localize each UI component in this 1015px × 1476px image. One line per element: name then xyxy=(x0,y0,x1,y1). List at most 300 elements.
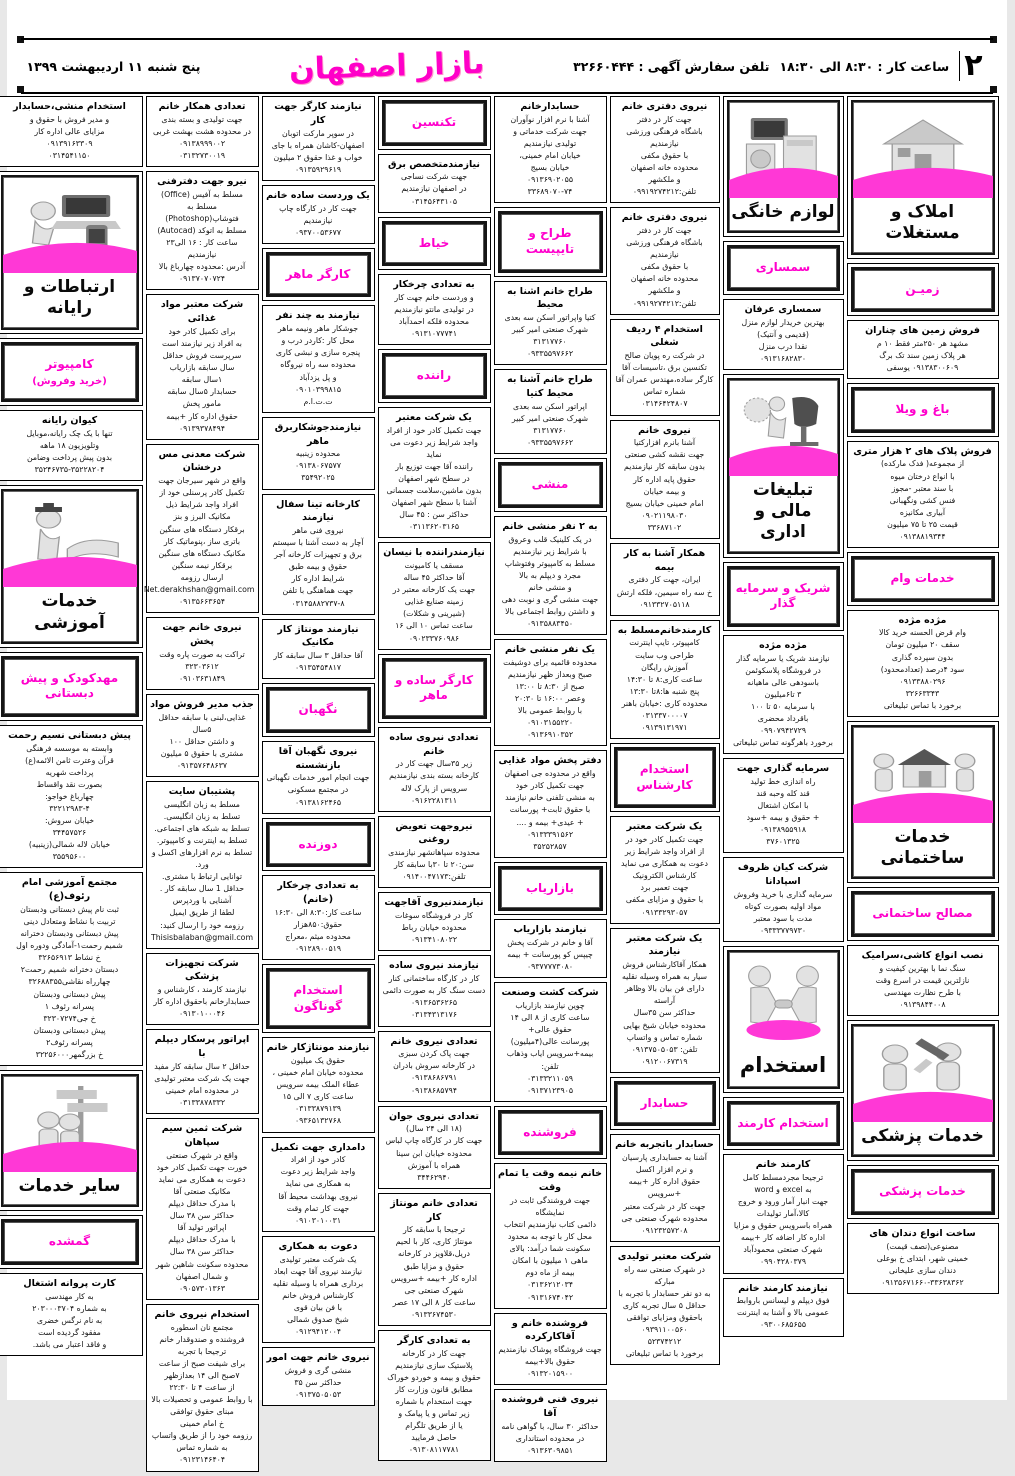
newspaper-logo: بازار اصفهان xyxy=(289,45,487,87)
ad-title: سمساری عرفان xyxy=(745,303,823,315)
ad-line: ترجیحا مجردمسلط کامل xyxy=(743,1172,825,1182)
ad-line: و داشتن حداقل ۱۰۰ xyxy=(170,736,236,746)
classified-ad xyxy=(0,1273,144,1356)
ad-line: جهت انبار آمار ورود و خروج xyxy=(738,1197,830,1207)
ad-line: آشنا بانرم افزارکتیا xyxy=(634,438,697,448)
ad-line: لطفا از طریق ایمیل xyxy=(170,908,236,918)
ad-line: ۰۹۱۳۸۸۱۹۳۴۴ xyxy=(900,531,947,541)
ad-line: تربیت با نشاط ومتعادل دینی xyxy=(24,917,117,927)
ad-line: تسلط به نرم افزارهای اکسل و ورد. xyxy=(152,848,254,870)
ad-line: مسلط به زبان انگلیسی xyxy=(165,799,241,809)
category-banner xyxy=(0,171,144,334)
classified-ad xyxy=(611,1246,721,1365)
ad-line: حداکثر سن ۳۸ سال xyxy=(170,1211,236,1221)
ad-title: فروش زمین های چناران xyxy=(866,325,981,337)
newspaper-page xyxy=(8,0,1008,1465)
ad-line: ۰۹۱۳۸۰۶۷۵۷۷ xyxy=(295,461,343,471)
ad-line: ۰۹۱۳۸۱۶۲۴۶۵ xyxy=(295,797,343,807)
ad-title: تعدادی نیروی خانم xyxy=(391,1035,479,1047)
ad-line: ۰۳۱۱۳۶۲۰۳۱۶۵ xyxy=(409,522,461,532)
ad-line: آقا و خانم در شرکت پخش xyxy=(508,938,594,948)
ad-title: نیازمندجوشکاربرق ماهر xyxy=(275,421,363,447)
ad-line: حداقل 1 سال سابقه کار . xyxy=(160,884,246,894)
classified-ad xyxy=(848,1223,1000,1294)
category-banner-title: خدمات پزشکی xyxy=(862,1126,985,1147)
category-header xyxy=(263,964,376,1033)
ad-title: نیازمند کارمند خانم xyxy=(739,1282,829,1294)
category-banner xyxy=(848,721,1000,884)
category-header-title: تکنسین xyxy=(412,115,458,129)
classified-ad xyxy=(263,305,376,412)
ad-line: ۰۹۹۰۷۹۴۲۷۲۹ xyxy=(760,726,808,736)
ad-line: ۰۹۱۳۴۱۰۸۰۲۲ xyxy=(411,935,459,945)
ad-line: ۳۲۶۶۳۳۴۳ xyxy=(906,688,941,698)
category-header-title: استخدام کارمند xyxy=(738,1115,830,1130)
ad-title: یک نفر منشی خانم xyxy=(506,644,596,656)
ad-line: یا از طریق تلگرام xyxy=(406,1421,464,1431)
ad-title: حسابدار باتجربه خانم xyxy=(616,1139,715,1151)
ad-line: ۰۹۱۳۹۱۶۳۳۰۹ xyxy=(47,138,94,148)
ad-line: واجد شرایط زیر دعوت می نماید xyxy=(391,437,479,459)
ad-title: استخدام منشی،حسابدار xyxy=(14,101,127,112)
ad-title: نیازمند کارگر جهت کار xyxy=(275,101,363,126)
ad-line: نیازمند شریک یا سرمایه گذار xyxy=(737,653,831,663)
ad-line: ۰۹۱۳۱۰۷۷۷۴۱ xyxy=(411,329,459,339)
ad-line: محل کار با توجه به محدود xyxy=(509,1232,593,1242)
ad-line: حقوق و بیمه و خوردو خوراک xyxy=(388,1372,482,1382)
ad-line: و ملکشهر xyxy=(649,175,682,185)
ad-line: ۰۳۱۳۶۲۱۲۰۳۴ xyxy=(527,1280,575,1290)
ad-line: با شرایط زیر نیازمندیم xyxy=(514,546,588,556)
ad-title: دامداری جهت تکمیل xyxy=(271,1141,367,1153)
ad-line: جهت تکمیل کادر خود xyxy=(516,781,586,791)
ad-line: و ملکشهر xyxy=(649,286,682,296)
ad-line: حداکثر سن ۳۵ xyxy=(295,1377,343,1387)
ad-line: قیمت ۲۵ تا ۷۵ میلیون xyxy=(888,519,959,529)
ad-line: ۰۹۱۳۶۹۰۲۰۵۵ xyxy=(527,175,575,185)
classified-ad xyxy=(495,919,608,978)
ad-line: سرویس از پارک لاله xyxy=(401,783,469,793)
ad-line: ثبت نام پیش دبستانی ودبستان xyxy=(21,905,120,915)
ad-title: کارخانه تینا سفال نیازمند xyxy=(277,498,361,524)
ad-line: حسابدار ۵سال سابقه xyxy=(168,387,238,397)
ad-line: در کارخانه سروش بادران xyxy=(394,1061,476,1071)
ad-line: ۰۹۱۳۹۸۴۴۰۰۸ xyxy=(900,1000,947,1009)
ad-line: محدوده شهرک صنعتی جی xyxy=(622,1213,709,1223)
ad-title: نیازمند نیروی ساده xyxy=(390,960,480,972)
ad-line: جهت فروشگاه پوشاک نیازمندیم xyxy=(499,1345,603,1355)
classified-ad xyxy=(379,955,492,1026)
ad-line: تلفن: ۰۹۱۳۷۵۰۵۰۵۳ xyxy=(632,1044,699,1054)
ad-line: آبیاری مکانیزه xyxy=(900,507,947,517)
ad-title: تعدادی خانم مونتاژ کار xyxy=(391,1197,479,1223)
ad-line: ۰۹۱۳۹۳۷۸۴۹۴ xyxy=(179,423,227,433)
ad-line: آشنا به حسابداری پارسیان xyxy=(623,1153,708,1163)
ad-line: واجد شرایط زیر دعوت xyxy=(281,1167,357,1177)
ad-line: جهت یک کارخانه معتبر در xyxy=(393,585,477,595)
ad-title: فروشنده خانم و آقاکارکرده xyxy=(512,1317,590,1343)
ad-line: ۰۹۱۳۳۸۸۰۲۹۶ xyxy=(900,676,947,686)
classified-ad xyxy=(0,410,144,481)
category-banner xyxy=(724,96,845,237)
ad-title: نیازمند مونتاژکار خانم xyxy=(267,1042,371,1054)
ad-line: کادر خود از افراد xyxy=(291,1155,347,1165)
ad-title: به تعدادی کارگر xyxy=(398,1334,472,1346)
ad-line: سال سابقه بازاریاب xyxy=(170,363,236,373)
category-header xyxy=(848,552,1000,606)
ad-line: به نام نرگس خضری xyxy=(37,1315,104,1325)
ad-line: در مجتمع مسکونی xyxy=(288,785,350,795)
ad-line: ۰۹۳۷۷۷۷۳۰۸۰ xyxy=(527,962,575,972)
ad-line: ۰۹۱۳۷۱۲۳۹۰۵ xyxy=(527,1085,575,1095)
ad-line: امام خمینی خیابان بسیج xyxy=(626,498,705,508)
ad-line: تلفن: xyxy=(542,1061,560,1071)
classified-ad xyxy=(147,953,260,1026)
ad-title: تعدادی همکار خانم xyxy=(159,101,247,112)
ad-line: صبح از ۸:۳۰ تا ۱۳:۰۰ xyxy=(516,682,586,692)
ad-line: نیروی بهداشت محیط آقا xyxy=(279,1191,359,1201)
classified-ad xyxy=(724,857,845,942)
ad-line: در فروشگاه پلاسکوئمن xyxy=(746,665,822,675)
ad-line: شهرک صنعتی جی xyxy=(405,1285,465,1295)
ad-line: با مدرک حداقل دیپلم xyxy=(169,1235,237,1245)
ad-line: تلفن:۰۹۱۴۰۰۴۷۱۷۳ xyxy=(403,872,467,882)
category-header xyxy=(848,263,1000,317)
ad-line: ارسال رزومه xyxy=(181,572,225,582)
ad-line: جهت تکمیل کادر خود از افراد xyxy=(387,425,483,435)
ad-line: محدوده خیابان شیخ بهایی xyxy=(624,1020,707,1030)
ad-line: تسلط به شبکه های اجتماعی. xyxy=(155,823,251,833)
ad-line: خ بزرگمهر۳۲۲۵۶۰۰۰ xyxy=(36,1049,105,1059)
classified-ad xyxy=(0,872,144,1066)
ad-title: نصب انواع کاشی،سرامیک xyxy=(862,950,985,961)
ad-line: مسلط به آفیس (Office) xyxy=(162,189,244,199)
ad-line: جهت پاک کردن سبزی xyxy=(399,1049,471,1059)
ad-line: جهت کار در کارگاه چاپ xyxy=(280,203,358,213)
classified-ad xyxy=(724,1278,845,1337)
column-real-estate xyxy=(848,96,1000,1298)
category-header xyxy=(495,458,608,512)
ad-line: ۰۹۱۲۹۴۱۲۰۰۴ xyxy=(295,1326,343,1336)
ad-line: و داشتن روابط اجتماعی بالا xyxy=(506,607,596,617)
ad-line: خ سه راه سیمین، فلکه ارتش xyxy=(617,587,714,597)
appliances-icon xyxy=(730,102,839,198)
ad-line: و مدیر فروش با حقوق و xyxy=(30,114,111,124)
ad-line: حقوق عالی+ xyxy=(529,1025,573,1035)
ad-line: ۱سال سابقه xyxy=(182,375,224,385)
ad-line: (۱۸ الی ۲۴ سال) xyxy=(407,1124,463,1134)
ad-line: ۰۹۱۳۵۸۸۳۴۵۰ xyxy=(527,619,575,629)
ad-line: ۰۹۱۳۶۵۳۶۲۶۵ xyxy=(411,998,459,1008)
classified-ad xyxy=(263,185,376,244)
ad-line: در شرکت ره پویان صالح xyxy=(625,351,706,361)
medical-icon xyxy=(854,1026,994,1122)
ad-line: به excel و word xyxy=(755,1185,813,1195)
classified-ad xyxy=(724,299,845,370)
ad-line: (قدیمی و آنتیک) xyxy=(758,329,810,339)
ad-title: خانم نیمه وقت یا تمام وقت xyxy=(498,1168,604,1194)
ad-line: وابسته به موسسه فرهنگی xyxy=(27,743,114,753)
ad-line: حقوق اداره کار +بیمه xyxy=(629,1177,702,1187)
ad-line: ترجیحا با تجربه xyxy=(178,1346,228,1356)
ad-line: آقا حداقل ۳ سال سابقه کار xyxy=(274,651,364,661)
ad-line: جهت کار در کارخانه xyxy=(403,1348,467,1358)
ad-line: ۰۹۳۰۰۶۸۵۶۵۵ xyxy=(760,1320,808,1330)
ad-line: وام قرض الحسنه خرید کالا xyxy=(879,628,968,638)
ad-title: مجتمع آموزشی امام رئوف(ع) xyxy=(22,877,119,903)
ad-line: عطاء الملک بیمه سرویس xyxy=(277,1080,361,1090)
ad-line: تراکت به صورت پاره وقت xyxy=(160,649,246,659)
classified-ad xyxy=(263,619,376,680)
ad-line: بیمه+سرویس ایاب وذهاب xyxy=(507,1049,595,1059)
classified-ad xyxy=(611,620,721,739)
ad-line: ۰۹۳۳۵۵۹۷۶۶۲ xyxy=(527,349,575,359)
ad-line: خ امام خمینی xyxy=(180,1419,226,1429)
ad-line: خیابان سروش: xyxy=(45,816,96,826)
ad-line: باقرداد محضری xyxy=(758,714,810,724)
ad-line: دعوت به همکاری می نماید xyxy=(622,859,709,869)
ad-line: به دو نفر حسابدار با تجربه با xyxy=(619,1288,712,1298)
classified-ad xyxy=(495,982,608,1101)
ad-line: در تولیدی مانتو نیازمندیم xyxy=(395,305,475,315)
ad-line: جهت کار در دفتر xyxy=(638,114,693,124)
ad-line: مسلط به اتوکد (Autocad) xyxy=(158,226,248,236)
ad-title: فروش پلاک های ۲ هزار متری xyxy=(854,445,993,457)
ad-line: توانایی ارتباط با مشتری. xyxy=(163,872,243,882)
ad-title: تعدادی نیروی جوان xyxy=(389,1110,480,1122)
ad-line: پرداخت شهریه xyxy=(46,767,95,777)
ad-line: وتلویزیون ۱۸ ماهه xyxy=(40,441,101,451)
ad-title: مژده مژده xyxy=(899,614,948,626)
ad-line: ۳ تا۶میلیون xyxy=(765,689,803,699)
category-header-title: کارگر ماهر xyxy=(286,266,352,281)
ad-line: دعوت به همکاری می نماید xyxy=(159,1175,247,1185)
ad-line: ۰۹۰۲۱۱۹۸۰۳۰ xyxy=(642,510,689,520)
ad-line: زیر ۳۵سال جهت کار در xyxy=(396,759,474,769)
ad-line: از ساعت ۴ تا ۲۲:۳۰ xyxy=(170,1382,236,1392)
category-header xyxy=(724,241,845,295)
category-header xyxy=(379,96,492,150)
classified-ad xyxy=(263,494,376,615)
ad-line: ساعت تماس ۱۰ الی ۱۶ xyxy=(396,621,474,631)
ad-line: ۰۹۱۳۳۲۷۰۵۱۱۸ xyxy=(640,599,691,609)
ad-line: حاصل فرمایید xyxy=(412,1433,458,1443)
ad-line: شهرک صنعتی محمودآباد xyxy=(744,1245,824,1255)
ad-line: جهت یک شرکت معتبر تولیدی xyxy=(155,1074,251,1084)
ad-line: خیابان امام خمینی، xyxy=(520,151,582,160)
ad-line: ۳۴۴۶۲۹۴۰ xyxy=(418,1172,452,1182)
ad-title: به تعدادی چرخکار (خانم) xyxy=(278,880,360,905)
ad-line: ۳۵۲۴۶۷۳۵-۳۵۲۲۸۲۰۴ xyxy=(35,465,106,475)
ad-line: همراه با آموزش xyxy=(408,1160,462,1170)
ad-line: با سند معتبر -مجوز xyxy=(892,483,955,493)
ad-line: واقع در شهر سیرجان جهت xyxy=(159,476,247,486)
ad-line: شهرک صنعتی امیر کبیر xyxy=(512,413,590,423)
ad-line: مفقود گردیده است xyxy=(39,1327,102,1337)
ad-line: جهت منشی گری و نوبت دهی xyxy=(502,594,600,604)
ad-line: ۳۳۶۸۷۱۰۲ xyxy=(648,522,683,532)
ad-line: کارشناس الکترونیک xyxy=(633,871,698,881)
ad-line: آشنایی با وردپرس xyxy=(173,896,233,906)
column-office-jobs xyxy=(611,96,721,1369)
ad-line: برقکار نیمه سنگین xyxy=(172,560,234,570)
category-header xyxy=(0,1215,144,1269)
ad-line: + حقوق و بیمه +سود xyxy=(747,813,821,823)
classified-ad xyxy=(263,417,376,490)
ad-line: نیروی فنی ماهر xyxy=(293,526,345,536)
ad-line: حداکثر سن ۳۵سال xyxy=(634,1008,697,1018)
ad-line: سیار به همراه وسیله نقلیه xyxy=(622,972,709,982)
ad-line: ۰۹۳۹۱۱۰۰۵۶۰ xyxy=(642,1324,689,1334)
ad-line: ۳۲۳۰۳۶۱۲ xyxy=(186,661,220,671)
ad-line: ۳۵۵۹۵۶۰۰ xyxy=(53,852,88,862)
ad-line: به شماره تماس xyxy=(177,1443,229,1453)
ad-title: نیروی دفتری خانم xyxy=(622,212,709,224)
ad-line: مجرد و دیپلم به بالا xyxy=(520,570,582,580)
ad-line: ۵۲۳۷۴۲۱۲ xyxy=(648,1336,683,1346)
category-header-title: مصالح ساختمانی xyxy=(873,906,974,921)
ad-title: نیروی خانم جهت امور xyxy=(267,1352,371,1364)
ad-line: باسودهی عالی ماهیانه xyxy=(748,677,820,687)
category-banner-title: املاک و مستغلات xyxy=(886,202,961,244)
ad-line: شیخ صدوق شمالی xyxy=(288,1314,350,1324)
classified-ad xyxy=(495,1163,608,1308)
category-header-title: حسابدار xyxy=(641,1095,690,1110)
classified-ad xyxy=(263,1236,376,1343)
ad-line: در اصفهان نیازمندیم xyxy=(402,184,468,194)
ad-title: شرکت تجهیزات پزشکی xyxy=(166,957,240,983)
ad-line: ساعت کاری:۸ تا ۱۴:۳۰ xyxy=(627,674,704,684)
ad-line: و بیمه خیابان xyxy=(644,486,687,496)
classified-ad xyxy=(144,444,260,613)
ad-line: ۰۹۱۲۳۱۴۶۴۰۴ xyxy=(179,1455,227,1465)
ad-line: ۳۱۳۱۷۷۶۰ xyxy=(534,337,568,347)
ad-line: ۳۲۲۱۲۹۸۳-۴ xyxy=(50,804,91,814)
ad-line: ۰۹۱۳۶۳۰۹۸۵۱ xyxy=(527,1446,575,1456)
classified-ad xyxy=(379,727,492,812)
ad-line: نیازمندیم xyxy=(304,215,334,225)
ad-line: فوق دیپلم و لیسانس باروابط xyxy=(737,1296,831,1306)
ad-line: ۰۹۱۳۳۲۹۳۰۵۷ xyxy=(642,907,689,917)
ad-line: برخورد با تماس تبلیغاتی xyxy=(884,700,963,710)
ad-line: نیازمند نیروی آقا جهت ابعاد xyxy=(274,1266,364,1276)
category-banner xyxy=(848,1020,1000,1161)
ad-title: شرکت کشت وصنعت xyxy=(502,987,600,999)
ad-line: چهارباغ خواجو: xyxy=(46,792,95,802)
ad-line: ۰۹۱۳۵۴۵۴۸۱۷ xyxy=(295,663,343,673)
category-header-title: باغ و ویلا xyxy=(896,402,951,417)
ad-line: در شهرک صنعتی سه راه مبارکه xyxy=(625,1264,706,1286)
ad-line: محدوده خانه اصفهان xyxy=(631,163,700,173)
ad-line: ۰۳۱۳۲۷۳۰۰۱۹ xyxy=(179,151,227,160)
category-banner xyxy=(848,96,1000,259)
classified-ad xyxy=(848,945,1000,1016)
classified-ad xyxy=(611,1134,721,1241)
ad-line: خیابان بسیج xyxy=(531,163,571,173)
ad-line: محدوده میثم ،معراج xyxy=(286,931,352,941)
ad-line: محدوده خیابان رباط xyxy=(402,923,468,933)
classified-ad xyxy=(379,154,492,213)
ad-line: مونتاژ کاری، کار با لحیم xyxy=(396,1237,474,1247)
ad-line: مزایای عالی اداره کار xyxy=(35,126,106,136)
ad-line: اصفهان-کاشان همراه با جای xyxy=(272,140,366,150)
classified-ad xyxy=(0,725,144,869)
column-secretary-sales xyxy=(495,96,608,1466)
classified-ad xyxy=(379,1031,492,1102)
ad-line: ۰۹۱۲۰۰۶۷۳۱۹ xyxy=(642,1056,689,1066)
category-banner xyxy=(724,946,845,1092)
ad-line: ۰۹۱۳۷۵۰۵۰۵۳ xyxy=(295,1389,343,1399)
ad-line: جهت تعمیر برد xyxy=(641,883,690,893)
ad-line: ۰۳۱۳۳۷۰۰۰۰۷ xyxy=(642,710,689,720)
ad-line: جهت تولیدی و بسته بندی xyxy=(162,114,244,124)
classified-ad xyxy=(263,96,376,181)
ad-line: وعصر ۱۶:۰۰ تا ۲۰:۳۰ xyxy=(515,694,587,704)
category-banner xyxy=(0,1070,144,1211)
ad-title: نیازمند بازاریاب xyxy=(514,924,588,936)
category-header-title: راننده xyxy=(417,368,453,383)
category-banner xyxy=(724,374,845,558)
ad-line: پسرانه رئوف۲ xyxy=(47,1037,94,1047)
category-header-title: خدمات پزشکی xyxy=(880,1184,967,1199)
ad-line: مسلط به کامپیوتر وفتوشاپ xyxy=(505,558,597,568)
ad-line: جهت کار در شرکت معتبر xyxy=(624,1201,707,1211)
ad-line: و منشی خانم xyxy=(529,582,573,592)
ad-line: از افراد واجد شرایط زیر xyxy=(625,847,706,857)
ad-line: ساعت کاری ۷ الی ۱۵ xyxy=(283,1092,355,1102)
ad-title: نیازمند به چند نفر xyxy=(277,310,361,322)
ad-line: جهت کار در کارگاه چاپ لباس xyxy=(386,1136,484,1146)
house-icon xyxy=(854,102,994,198)
ad-line: عمومی بالا و آشنا به اینترنت xyxy=(738,1308,830,1318)
ad-line: آدرس :محدوده چهارباغ بالا xyxy=(159,262,247,272)
classified-ad xyxy=(147,171,260,290)
ad-line: بهترین خریدار لوازم منزل xyxy=(742,317,826,327)
ad-line: برای تکمیل کادر خود xyxy=(169,327,237,336)
ad-line: جهت تکمیل کادر خود در xyxy=(626,835,705,845)
ad-line: شماره تماس xyxy=(644,387,687,397)
classified-ad xyxy=(495,369,608,454)
ad-title: طراح خانم آشنا به محیط کتیا xyxy=(508,374,594,400)
ad-line: در یک کلینیک قلب وعروق xyxy=(509,534,593,544)
ad-line: پیش دبستانی ودبستان xyxy=(34,989,107,999)
ad-line: تکنسین برق ،تاسیسات آقا xyxy=(623,363,708,373)
ad-line: + عیدی+ بیمه و .... xyxy=(517,817,585,827)
ad-line: ۰۹۳۳۳۷۷۹۷۳۰ xyxy=(760,926,808,936)
ad-line: جهت نقشه کشی صنعتی xyxy=(625,450,706,460)
ad-line: بدون سابقه کار نیازمندیم xyxy=(625,462,706,472)
ad-line: کارگر ساده،مهندس عمران آقا xyxy=(616,375,715,385)
ad-title: کیوان رایانه xyxy=(42,415,99,427)
ad-line: ۰۹۱۳۲۰۱۵۹۰۰ xyxy=(527,1369,575,1379)
ad-line: چهارراه نقاشی۳۲۶۸۸۳۵۵ xyxy=(29,977,112,987)
ad-line: حقوق بالا+بیمه xyxy=(525,1357,577,1367)
category-header xyxy=(263,818,376,872)
classified-ad xyxy=(495,750,608,857)
ad-line: ۰۹۳۷۰۰۵۳۶۷۷ xyxy=(295,227,343,237)
ad-line: پیش دبستانی ودبستان دخترانه xyxy=(21,929,120,939)
ad-line: ۰۹۱۳۹۱۳۱۹۷۱ xyxy=(642,723,689,733)
classified-ad xyxy=(263,875,376,960)
ad-line: جهت کار تمام وقت xyxy=(287,1203,351,1213)
classified-ad xyxy=(724,758,845,853)
ad-title: نیازمند مونتاژ کار مکانیک xyxy=(278,623,360,649)
ad-line: جهت شرکت خدماتی و xyxy=(514,126,588,136)
ad-line: ۰۹۱۳۳۶۷۴۵۳۰ xyxy=(411,1309,459,1319)
ad-line: پنج شنبه ها:۸تا ۱۳:۳۰ xyxy=(630,686,701,696)
ad-line: محدوده خیابان ابن سینا xyxy=(397,1148,473,1158)
classified-ad xyxy=(147,1118,260,1299)
